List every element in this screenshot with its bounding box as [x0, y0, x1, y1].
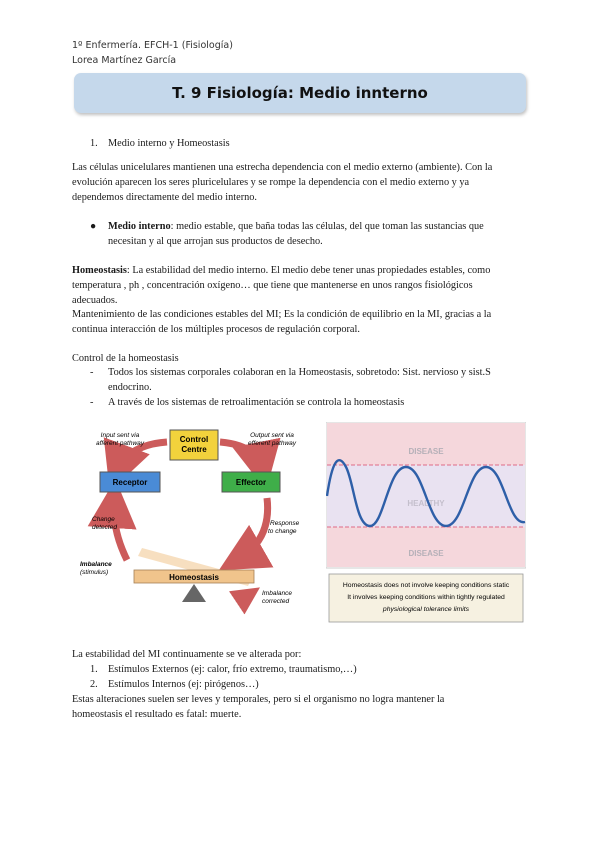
disease-band-top	[327, 423, 525, 465]
feedback-loop-diagram	[72, 420, 318, 615]
caption-line: It involves keeping conditions within tightly regulated	[347, 594, 505, 601]
caption-line: Homeostasis does not involve keeping conditions static	[342, 582, 510, 589]
disease-top-label: DISEASE	[408, 447, 444, 456]
title-banner	[74, 73, 526, 113]
paragraph-line: homeostasis el resultado es fatal: muerte.	[72, 709, 242, 720]
bullet-term: Medio interno	[108, 221, 171, 232]
list-item: Estímulos Externos (ej: calor, frío extremo, traumatismo,…)	[108, 664, 357, 675]
disease-band-bottom	[327, 527, 525, 567]
section-number: 1.	[90, 138, 98, 149]
dash-bullet: -	[90, 367, 94, 378]
homeostasis-label: Homeostasis	[169, 573, 219, 582]
response-note: to change	[268, 528, 297, 535]
definition-line	[72, 264, 528, 279]
bullet-text: necesitan y al que arrojan sus productos de desecho.	[108, 236, 323, 247]
paragraph-line: dependemos directamente del medio interno.	[72, 192, 257, 203]
list-item: Todos los sistemas corporales colaboran en la Homeostasis, sobretodo: Sist. nervioso y sist.S	[108, 367, 491, 378]
response-note: Response	[270, 520, 300, 527]
corrected-note: Imbalance	[262, 590, 292, 597]
imbalance-note: Imbalance	[80, 561, 112, 568]
list-number: 1.	[90, 664, 98, 675]
caption-line: physiological tolerance limits	[382, 606, 470, 613]
effector-label: Effector	[235, 478, 267, 487]
response-arrow	[237, 498, 268, 560]
subsection-heading: Control de la homeostasis	[72, 353, 179, 364]
input-note: Input sent via	[100, 432, 140, 439]
change-note: Change	[92, 516, 115, 523]
receptor-label: Receptor	[112, 478, 148, 487]
bullet-dot: ●	[90, 221, 97, 232]
paragraph-line: Mantenimiento de las condiciones estables del MI; Es la condición de equilibrio en la MI, gracias a la	[72, 309, 492, 320]
section-title: Medio interno y Homeostasis	[108, 138, 230, 149]
doc-course-label: 1º Enfermería. EFCH-1 (Fisiología)	[72, 40, 233, 51]
control-centre-label: Control	[179, 435, 209, 444]
control-centre-label: Centre	[181, 445, 207, 454]
page-title: T. 9 Fisiología: Medio innterno	[172, 84, 428, 102]
imbalance-note: (stimulus)	[80, 569, 109, 576]
paragraph-line: evolución aparecen los seres pluricelulares y se rompe la dependencia con el medio externo y ya	[72, 177, 470, 188]
list-number: 2.	[90, 679, 98, 690]
bullet-text: : medio estable, que baña todas las células, del que toman las sustancias que	[170, 221, 484, 232]
bullet-item	[108, 220, 528, 235]
input-note: afferent pathway	[95, 440, 145, 447]
dash-bullet: -	[90, 397, 94, 408]
doc-author: Lorea Martínez García	[72, 55, 177, 66]
paragraph-line: Estas alteraciones suelen ser leves y temporales, pero si el organismo no logra mantener la	[72, 694, 445, 705]
corrected-note: corrected	[262, 598, 290, 605]
tolerance-chart	[326, 422, 526, 626]
paragraph-line: continua interacción de los múltiples procesos de regulación corporal.	[72, 324, 360, 335]
definition-term: Homeostasis	[72, 265, 127, 276]
list-item: endocrino.	[108, 382, 152, 393]
output-note: efferent pathway	[247, 440, 297, 447]
output-note: Output sent via	[250, 432, 294, 439]
definition-line: adecuados.	[72, 295, 118, 306]
paragraph-line: La estabilidad del MI continuamente se ve alterada por:	[72, 649, 302, 660]
definition-line: temperatura , ph , concentración oxígeno… que tiene que mantenerse en unos rangos fisiológicos	[72, 280, 473, 291]
definition-text: : La estabilidad del medio interno. El medio debe tener unas propiedades estables, como	[126, 265, 491, 276]
disease-bottom-label: DISEASE	[408, 549, 444, 558]
fulcrum	[182, 584, 206, 602]
change-note: detected	[92, 524, 117, 531]
list-item: Estímulos Internos (ej: pirógenos…)	[108, 679, 259, 690]
paragraph-line: Las células unicelulares mantienen una estrecha dependencia con el medio externo (ambiente). Con la	[72, 162, 493, 173]
section-heading	[90, 137, 546, 152]
correction-arrow	[237, 592, 250, 596]
healthy-label: HEALTHY	[407, 499, 445, 508]
list-item: A través de los sistemas de retroalimentación se controla la homeostasis	[108, 397, 405, 408]
